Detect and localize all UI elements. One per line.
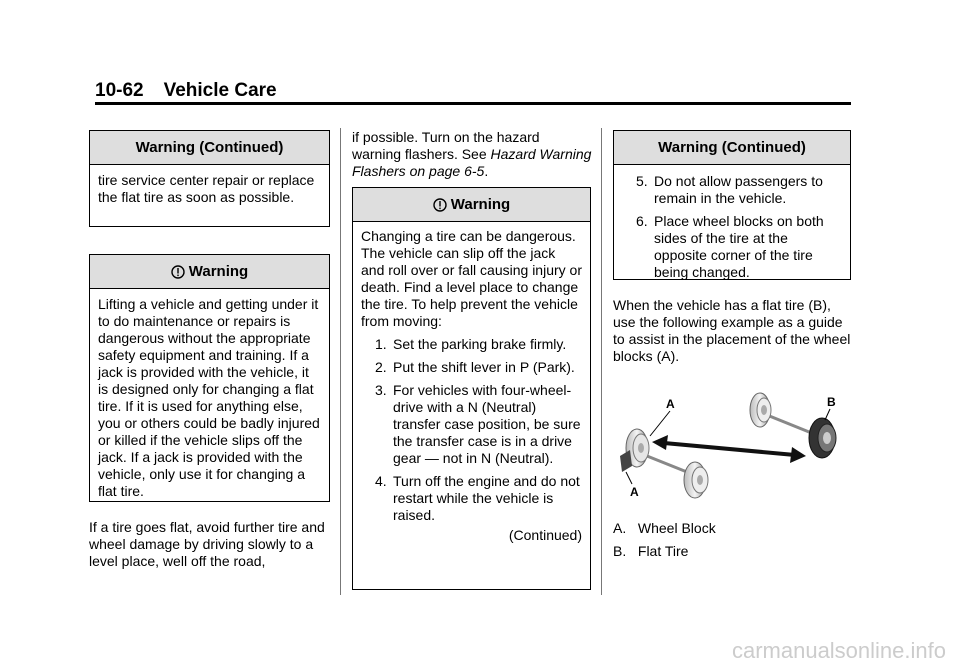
flat-tire bbox=[809, 418, 836, 458]
list-item: 1. Set the parking brake firmly. bbox=[375, 336, 567, 352]
list-item: 5. Do not allow passengers to remain in the vehicle. bbox=[636, 173, 823, 206]
body-paragraph: When the vehicle has a flat tire (B), use the following example as a guide to assist in the placement of the wheel blocks (A). bbox=[613, 297, 851, 364]
column-divider bbox=[601, 128, 602, 595]
column-divider bbox=[340, 128, 341, 595]
section-title: Vehicle Care bbox=[163, 80, 277, 101]
warning-box bbox=[352, 187, 591, 590]
header-rule bbox=[95, 102, 851, 105]
body-paragraph: if possible. Turn on the hazard warning flashers. See Hazard Warning Flashers on page 6-5. bbox=[352, 129, 592, 179]
list-item: 6. Place wheel blocks on both sides of the tire at the opposite corner of the tire being changed. bbox=[636, 213, 824, 280]
watermark: carmanualsonline.info bbox=[731, 638, 946, 663]
caption-item: A. Wheel Block bbox=[613, 520, 716, 536]
page-number: 10-62 bbox=[95, 80, 144, 101]
warning-continued-box bbox=[613, 130, 851, 280]
page-header bbox=[95, 80, 277, 102]
figure-captions bbox=[613, 520, 843, 566]
wheel-front-right bbox=[750, 393, 771, 427]
warning-text: tire service center repair or replace the flat tire as soon as possible. bbox=[98, 172, 315, 205]
warning-text: Changing a tire can be dangerous. The vehicle can slip off the jack and roll over or fall causing injury or death. Find a level place to change the tire. To help prevent the vehicle from moving: bbox=[361, 228, 582, 329]
label-b: B bbox=[827, 395, 836, 409]
warning-title: Warning (Continued) bbox=[614, 131, 850, 165]
warning-icon bbox=[433, 198, 447, 212]
wheel-rear-left bbox=[684, 462, 708, 498]
list-item: 4. Turn off the engine and do not restart while the vehicle is raised. bbox=[375, 473, 580, 523]
warning-text: Lifting a vehicle and getting under it to do maintenance or repairs is dangerous without the appropriate safety equipment and training. If a jack is provided with the vehicle, it is designed only for changing a flat tire. If it is used for anything else, you or others could be badly injured or killed if the vehicle slips off the jack. If a jack is provided with the vehicle, only use it for changing a flat tire. bbox=[98, 296, 320, 499]
diagonal-arrow bbox=[652, 435, 806, 463]
continued-label: (Continued) bbox=[508, 527, 582, 543]
label-a-top: A bbox=[666, 397, 675, 411]
warning-title: Warning (Continued) bbox=[90, 131, 329, 165]
wheel-block bbox=[620, 450, 632, 472]
warning-icon bbox=[171, 265, 185, 279]
caption-item: B. Flat Tire bbox=[613, 543, 689, 559]
cross-reference-link[interactable]: Hazard Warning Flashers on page 6-5 bbox=[352, 146, 592, 179]
list-item: 3. For vehicles with four-wheel-drive with a N (Neutral) transfer case position, be sure the transfer case is in a drive gear — not in N (Neutral). bbox=[375, 382, 581, 466]
label-a-bottom: A bbox=[630, 485, 639, 499]
warning-continued-box bbox=[89, 130, 330, 227]
list-item: 2. Put the shift lever in P (Park). bbox=[375, 359, 575, 375]
body-paragraph: If a tire goes flat, avoid further tire and wheel damage by driving slowly to a level place, well off the road, bbox=[89, 519, 325, 569]
warning-heading: Warning bbox=[353, 188, 590, 222]
wheel-block-illustration bbox=[612, 388, 842, 503]
warning-heading: Warning bbox=[90, 255, 329, 289]
warning-box bbox=[89, 254, 330, 502]
